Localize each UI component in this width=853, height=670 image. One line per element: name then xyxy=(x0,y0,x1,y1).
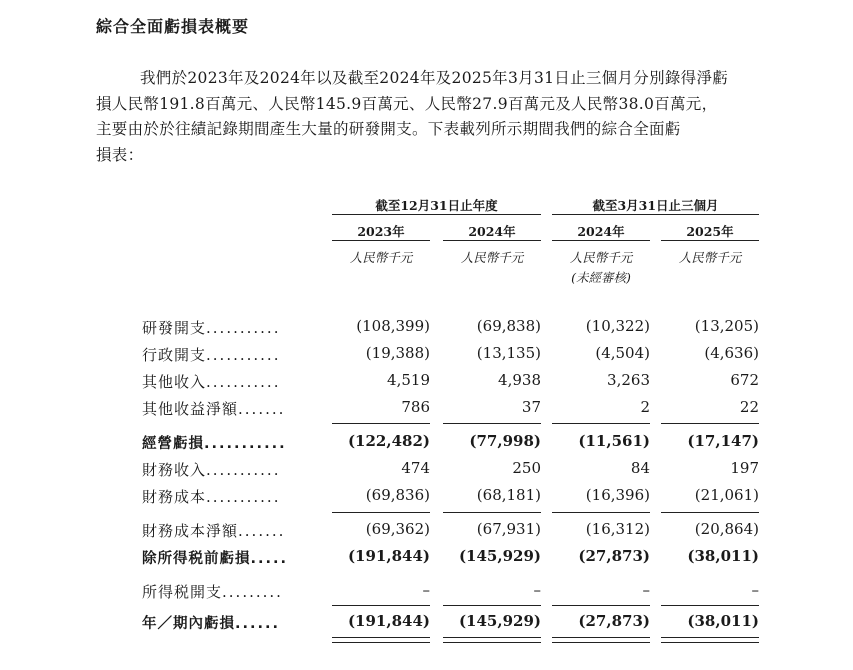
cell-value: (77,998) xyxy=(469,432,541,450)
cell-value: 786 xyxy=(401,398,430,416)
year-header: 2024年 xyxy=(552,222,650,241)
year-header: 2023年 xyxy=(332,222,430,241)
cell-value: – xyxy=(533,581,541,599)
cell-value: (191,844) xyxy=(347,547,430,565)
cell-value: 2 xyxy=(640,398,650,416)
cell-value: (4,504) xyxy=(595,344,650,362)
leader-dots: ........... xyxy=(206,461,281,479)
total-rule xyxy=(443,605,541,606)
total-rule xyxy=(332,512,430,513)
row-label xyxy=(142,581,342,602)
cell-value: (13,205) xyxy=(694,317,759,335)
cell-value: (67,931) xyxy=(476,520,541,538)
cell-value: 22 xyxy=(739,398,759,416)
unit-label: 人民幣千元 xyxy=(349,250,413,265)
cell-value: (145,929) xyxy=(458,612,541,630)
cell-value: (27,873) xyxy=(578,612,650,630)
unaudited-note: (未經審核) xyxy=(571,270,631,285)
leader-dots: ....... xyxy=(238,400,286,418)
row-label-text: 年／期內虧損 xyxy=(142,616,235,632)
year-header: 2025年 xyxy=(661,222,759,241)
total-rule xyxy=(332,605,430,606)
table-row xyxy=(0,317,853,341)
row-label xyxy=(142,520,342,541)
leader-dots: ........... xyxy=(206,373,281,391)
intro-paragraph xyxy=(96,66,756,168)
row-label xyxy=(142,344,342,365)
table-row xyxy=(0,612,853,636)
group-header-year: 截至12月31日止年度 xyxy=(332,196,541,215)
paragraph-line: 主要由於於往績記錄期間產生大量的研發開支。下表載列所示期間我們的綜合全面虧 xyxy=(96,120,681,138)
leader-dots: ........... xyxy=(206,488,281,506)
cell-value: (69,836) xyxy=(365,486,430,504)
cell-value: (16,396) xyxy=(585,486,650,504)
total-rule xyxy=(552,423,650,424)
paragraph-line: 我們於2023年及2024年以及截至2024年及2025年3月31日止三個月分別錄得淨虧 xyxy=(140,69,729,87)
cell-value: 474 xyxy=(401,459,430,477)
row-label xyxy=(142,398,342,419)
cell-value: (17,147) xyxy=(687,432,759,450)
row-label-text: 經營虧損 xyxy=(142,436,204,452)
cell-value: 197 xyxy=(730,459,759,477)
cell-value: (69,838) xyxy=(476,317,541,335)
unit-label: 人民幣千元 xyxy=(460,250,524,265)
total-rule xyxy=(661,512,759,513)
cell-value: (20,864) xyxy=(694,520,759,538)
year-header: 2024年 xyxy=(443,222,541,241)
table-row xyxy=(0,432,853,456)
double-rule xyxy=(661,637,759,643)
paragraph-line: 損表： xyxy=(96,145,144,164)
cell-value: (68,181) xyxy=(476,486,541,504)
total-rule xyxy=(443,423,541,424)
total-rule xyxy=(661,423,759,424)
row-label xyxy=(142,317,342,338)
cell-value: 3,263 xyxy=(607,371,650,389)
cell-value: (69,362) xyxy=(365,520,430,538)
leader-dots: ..... xyxy=(250,551,289,567)
double-rule xyxy=(552,637,650,643)
row-label-text: 所得税開支 xyxy=(142,583,223,601)
paragraph-line: 損人民幣191.8百萬元、人民幣145.9百萬元、人民幣27.9百萬元及人民幣38.0百萬元， xyxy=(96,94,718,113)
cell-value: (122,482) xyxy=(347,432,430,450)
group-header-quarter: 截至3月31日止三個月 xyxy=(552,196,759,215)
cell-value: (145,929) xyxy=(458,547,541,565)
cell-value: (16,312) xyxy=(585,520,650,538)
row-label-text: 研發開支 xyxy=(142,319,207,337)
row-label-text: 其他收益淨額 xyxy=(142,400,239,418)
table-row xyxy=(0,547,853,571)
cell-value: 37 xyxy=(521,398,541,416)
leader-dots: ...... xyxy=(235,616,281,632)
unit-label: 人民幣千元 xyxy=(678,250,742,265)
table-row xyxy=(0,459,853,483)
row-label-text: 行政開支 xyxy=(142,346,207,364)
cell-value: – xyxy=(642,581,650,599)
cell-value: 4,519 xyxy=(387,371,430,389)
leader-dots: ........... xyxy=(206,346,281,364)
cell-value: (13,135) xyxy=(476,344,541,362)
cell-value: (38,011) xyxy=(687,612,759,630)
table-row xyxy=(0,371,853,395)
row-label-text: 除所得税前虧損 xyxy=(142,551,251,567)
cell-value: 672 xyxy=(730,371,759,389)
table-row xyxy=(0,344,853,368)
table-row xyxy=(0,398,853,422)
double-rule xyxy=(332,637,430,643)
row-label-text: 財務成本 xyxy=(142,488,207,506)
row-label-text: 財務收入 xyxy=(142,461,207,479)
cell-value: (19,388) xyxy=(365,344,430,362)
total-rule xyxy=(552,512,650,513)
cell-value: 4,938 xyxy=(498,371,541,389)
leader-dots: ......... xyxy=(222,583,283,601)
leader-dots: ........... xyxy=(206,319,281,337)
leader-dots: ........... xyxy=(204,436,287,452)
section-heading: 綜合全面虧損表概要 xyxy=(96,17,250,36)
cell-value: (10,322) xyxy=(585,317,650,335)
row-label xyxy=(142,486,342,507)
row-label xyxy=(142,459,342,480)
total-rule xyxy=(443,512,541,513)
row-label xyxy=(142,612,342,633)
table-row xyxy=(0,520,853,544)
row-label xyxy=(142,432,342,453)
row-label xyxy=(142,547,342,568)
cell-value: 250 xyxy=(512,459,541,477)
leader-dots: ....... xyxy=(238,522,286,540)
cell-value: (38,011) xyxy=(687,547,759,565)
cell-value: – xyxy=(422,581,430,599)
cell-value: – xyxy=(751,581,759,599)
table-row xyxy=(0,581,853,605)
cell-value: (191,844) xyxy=(347,612,430,630)
row-label-text: 其他收入 xyxy=(142,373,207,391)
total-rule xyxy=(661,605,759,606)
row-label xyxy=(142,371,342,392)
cell-value: (108,399) xyxy=(356,317,430,335)
cell-value: 84 xyxy=(630,459,650,477)
double-rule xyxy=(443,637,541,643)
cell-value: (4,636) xyxy=(704,344,759,362)
table-row xyxy=(0,486,853,510)
unit-label: 人民幣千元 (未經審核) xyxy=(569,250,633,285)
cell-value: (27,873) xyxy=(578,547,650,565)
cell-value: (21,061) xyxy=(694,486,759,504)
total-rule xyxy=(332,423,430,424)
total-rule xyxy=(552,605,650,606)
row-label-text: 財務成本淨額 xyxy=(142,522,239,540)
cell-value: (11,561) xyxy=(578,432,650,450)
